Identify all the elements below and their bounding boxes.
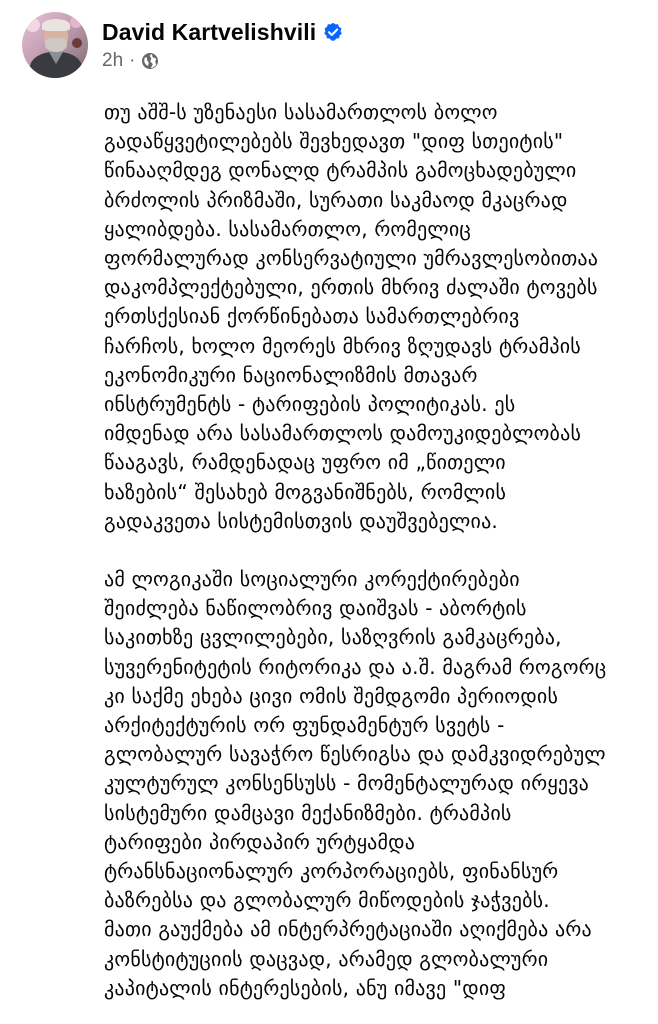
text-line: საკითხზე ცვლილებები, საზღვრის გამკაცრება, <box>104 625 562 650</box>
text-line: ერთსქესიან ქორწინებათა სამართლებრივ <box>104 304 520 329</box>
post-subline <box>102 50 343 72</box>
text-line: გადაწყვეტილებებს შევხედავთ "დიფ სთეიტის" <box>104 129 564 154</box>
text-line: არქიტექტურის ორ ფუნდამენტურ სვეტს - <box>104 713 505 738</box>
text-line: ეკონომიკური ნაციონალიზმის მთავარ <box>104 362 478 387</box>
post-paragraph-1 <box>104 98 654 536</box>
text-line: დაკომპლექტებული, ერთის მხრივ ძალაში ტოვებს <box>104 275 598 300</box>
text-line: წინააღმდეგ დონალდ ტრამპის გამოცხადებული <box>104 158 577 183</box>
verified-badge-icon <box>323 22 343 42</box>
post-paragraph-2 <box>104 565 654 1003</box>
text-line: კი საქმე ეხება ცივი ომის შემდგომი პერიოდის <box>104 683 559 708</box>
text-line: იმდენად არა სასამართლოს დამოუკიდებლობას <box>104 421 582 446</box>
text-line: შეიძლება ნაწილობრივ დაიშვას - აბორტის <box>104 596 527 621</box>
globe-icon[interactable] <box>141 52 159 70</box>
text-line: ჩარჩოს, ხოლო მეორეს მხრივ ზღუდავს ტრამპის <box>104 333 581 358</box>
text-line: ინსტრუმენტს - ტარიფების პოლიტიკას. ეს <box>104 392 516 417</box>
text-line: ბაზრებსა და გლობალურ მიწოდების ჯაჭვებს. <box>104 888 550 913</box>
text-line: კონსტიტუციის დაცვად, არამედ გლობალური <box>104 946 549 971</box>
text-line: წააგავს, რამდენადაც უფრო იმ „წითელი <box>104 450 506 475</box>
post-header <box>22 10 343 80</box>
text-line: ფორმალურად კონსერვატიული უმრავლესობითაა <box>104 246 599 271</box>
text-line: სუვერენიტეტის რიტორიკა და ა.შ. მაგრამ როგორც <box>104 654 607 679</box>
text-line: კაპიტალის ინტერესების, ანუ იმავე "დიფ <box>104 975 507 1000</box>
text-line: ტრანსნაციონალურ კორპორაციებს, ფინანსურ <box>104 859 559 884</box>
text-line: თუ აშშ-ს უზენაესი სასამართლოს ბოლო <box>104 100 498 124</box>
text-line: ტარიფები პირდაპირ ურტყამდა <box>104 829 416 854</box>
post-meta <box>102 19 343 72</box>
text-line: სისტემური დამცავი მექანიზმები. ტრამპის <box>104 800 512 825</box>
post-timestamp[interactable]: 2h <box>102 49 124 71</box>
text-line: ხაზების“ შესახებ მოგვანიშნებს, რომლის <box>104 479 507 504</box>
text-line: ამ ლოგიკაში სოციალური კორექტირებები <box>104 567 520 592</box>
author-row <box>102 19 343 46</box>
author-name[interactable]: David Kartvelishvili <box>102 18 317 45</box>
text-line: გლობალურ სავაჭრო წესრიგსა და დამკვიდრებულ <box>104 742 606 767</box>
text-line: კულტურულ კონსენსუსს - მომენტალურად ირყევა <box>104 771 590 796</box>
text-line: მათი გაუქმება ამ ინტერპრეტაციაში აღიქმება არა <box>104 917 592 942</box>
text-line: ყალიბდება. სასამართლო, რომელიც <box>104 216 472 241</box>
author-avatar[interactable] <box>22 12 88 78</box>
meta-separator: · <box>129 49 136 71</box>
text-line: ბრძოლის პრიზმაში, სურათი საკმაოდ მკაცრად <box>104 187 568 212</box>
post-body <box>104 98 654 1024</box>
text-line: გადაკვეთა სისტემისთვის დაუშვებელია. <box>104 508 498 533</box>
